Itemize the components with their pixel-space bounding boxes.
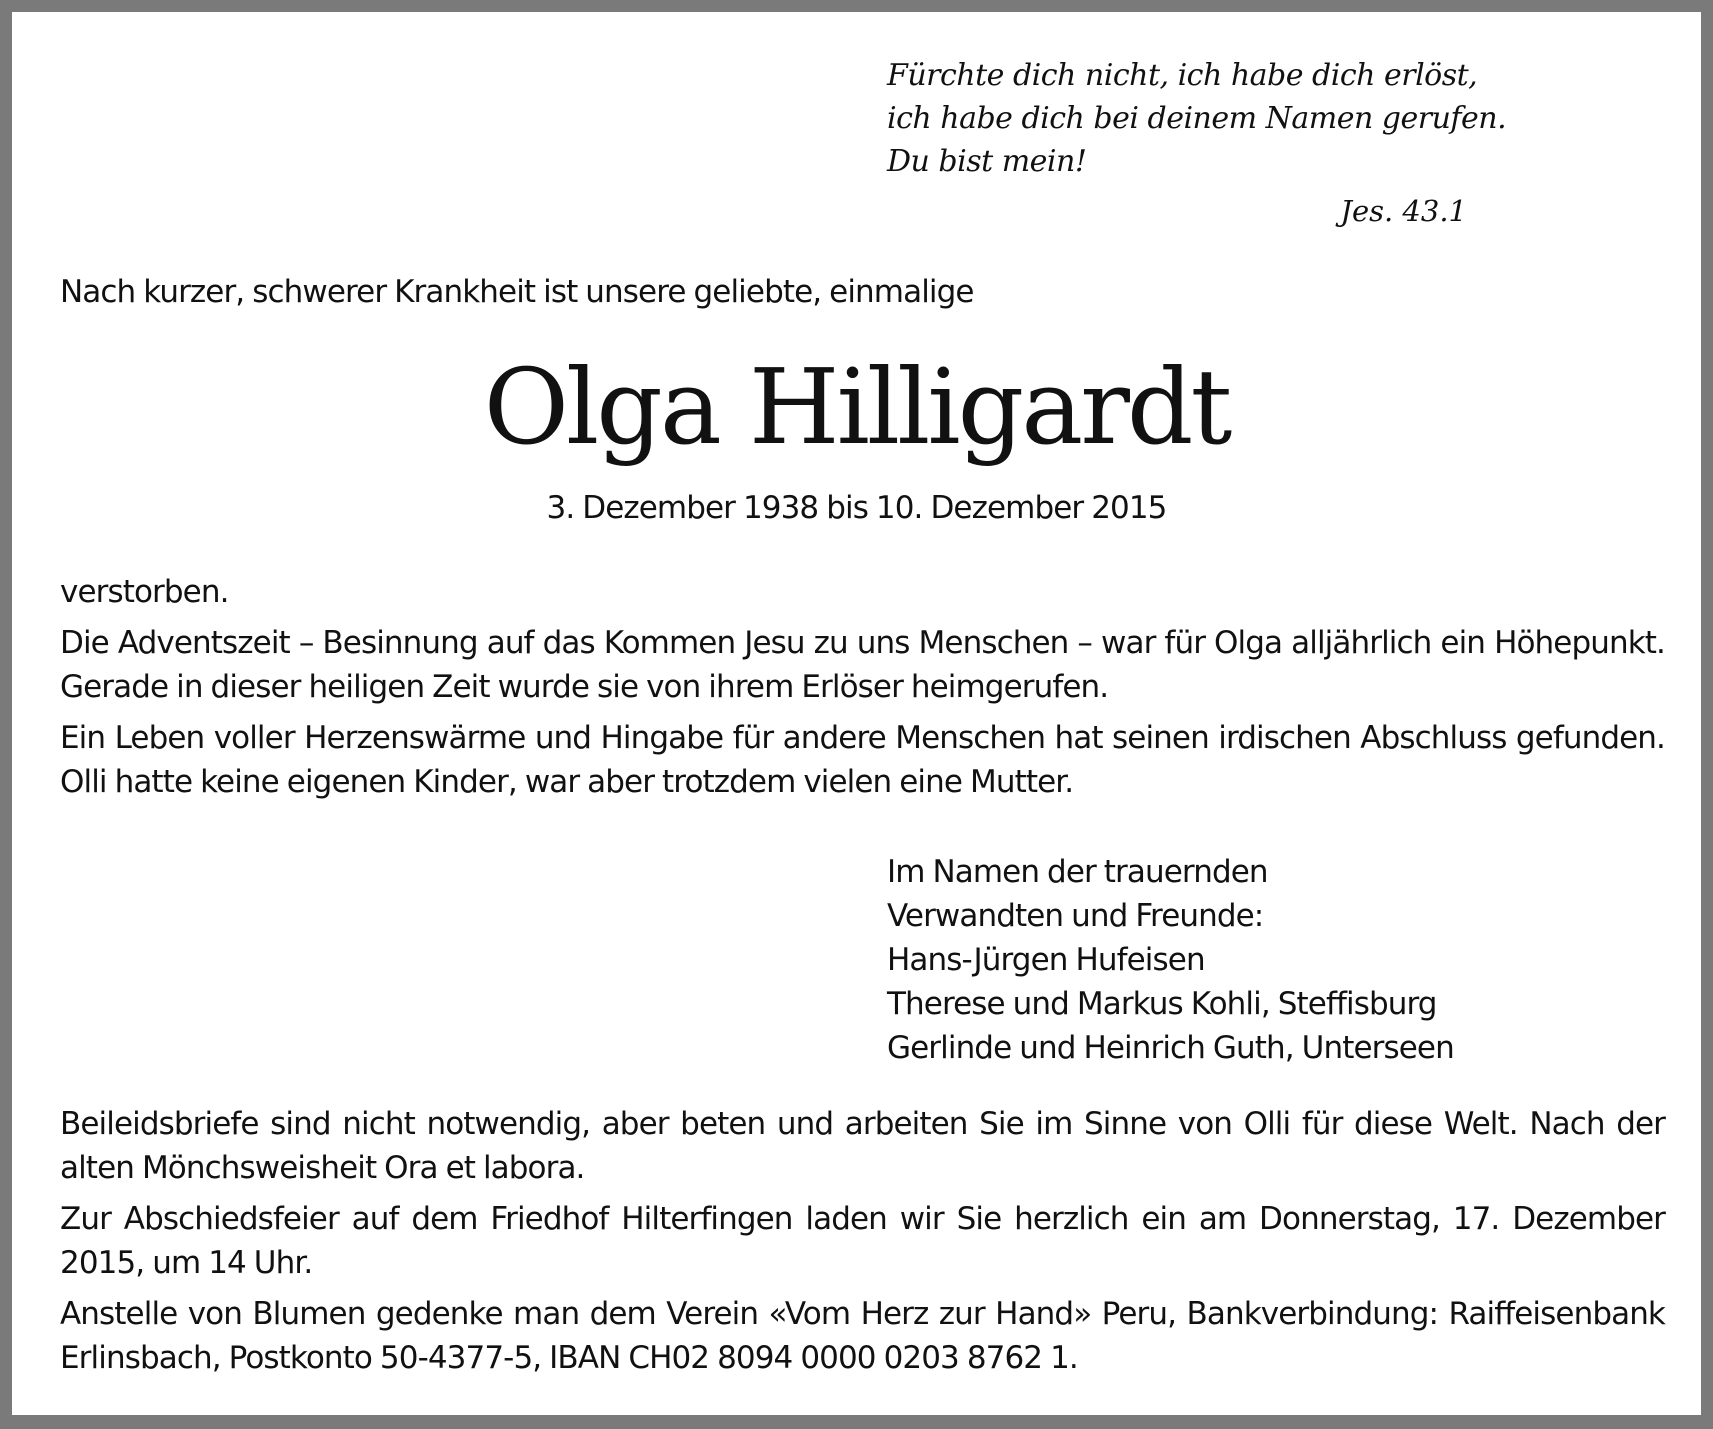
bible-verse-line: Fürchte dich nicht, ich habe dich erlöst,	[887, 58, 1478, 93]
signature-line: Therese und Markus Kohli, Steffisburg	[887, 986, 1437, 1022]
paragraph: Ein Leben voller Herzenswärme und Hingabe für andere Menschen hat seinen irdischen Abschluss gefunden. Olli hatte keine eigenen Kinder, war aber trotzdem vielen eine Mutter.	[60, 720, 1665, 800]
bible-verse-reference: Jes. 43.1	[1340, 194, 1467, 228]
footer-text	[60, 1102, 1665, 1387]
condolence-note: Beileidsbriefe sind nicht notwendig, aber beten und arbeiten Sie im Sinne von Olli für diese Welt. Nach der alten Mönchsweisheit Ora et labora.	[60, 1106, 1665, 1186]
signature-line: Verwandten und Freunde:	[887, 898, 1264, 934]
main-text	[60, 570, 1665, 811]
paragraph: Die Adventszeit – Besinnung auf das Kommen Jesu zu uns Menschen – war für Olga alljährlich ein Höhepunkt. Gerade in dieser heiligen Zeit wurde sie von ihrem Erlöser heimgerufen.	[60, 625, 1665, 705]
deceased-name: Olga Hilligardt	[483, 346, 1230, 468]
signature-line: Im Namen der trauernden	[887, 854, 1268, 890]
bible-verse	[887, 54, 1507, 183]
funeral-invitation: Zur Abschiedsfeier auf dem Friedhof Hilterfingen laden wir Sie herzlich ein am Donnerstag, 17. Dezember 2015, um 14 Uhr.	[60, 1201, 1665, 1281]
life-dates: 3. Dezember 1938 bis 10. Dezember 2015	[546, 490, 1167, 526]
bible-verse-line: Du bist mein!	[887, 144, 1087, 179]
signature-line: Gerlinde und Heinrich Guth, Unterseen	[887, 1030, 1454, 1066]
signature-line: Hans-Jürgen Hufeisen	[887, 942, 1205, 978]
verstorben-line: verstorben.	[60, 574, 229, 610]
intro-line: Nach kurzer, schwerer Krankheit ist unsere geliebte, einmalige	[60, 274, 974, 310]
bible-verse-line: ich habe dich bei deinem Namen gerufen.	[887, 101, 1507, 136]
obituary-page	[12, 12, 1701, 1415]
donation-note: Anstelle von Blumen gedenke man dem Verein «Vom Herz zur Hand» Peru, Bankverbindung: Raiffeisenbank Erlinsbach, Postkonto 50-4377-5, IBAN CH02 8094 0000 0203 8762 1.	[60, 1296, 1665, 1376]
mourners-signature	[887, 850, 1507, 1070]
